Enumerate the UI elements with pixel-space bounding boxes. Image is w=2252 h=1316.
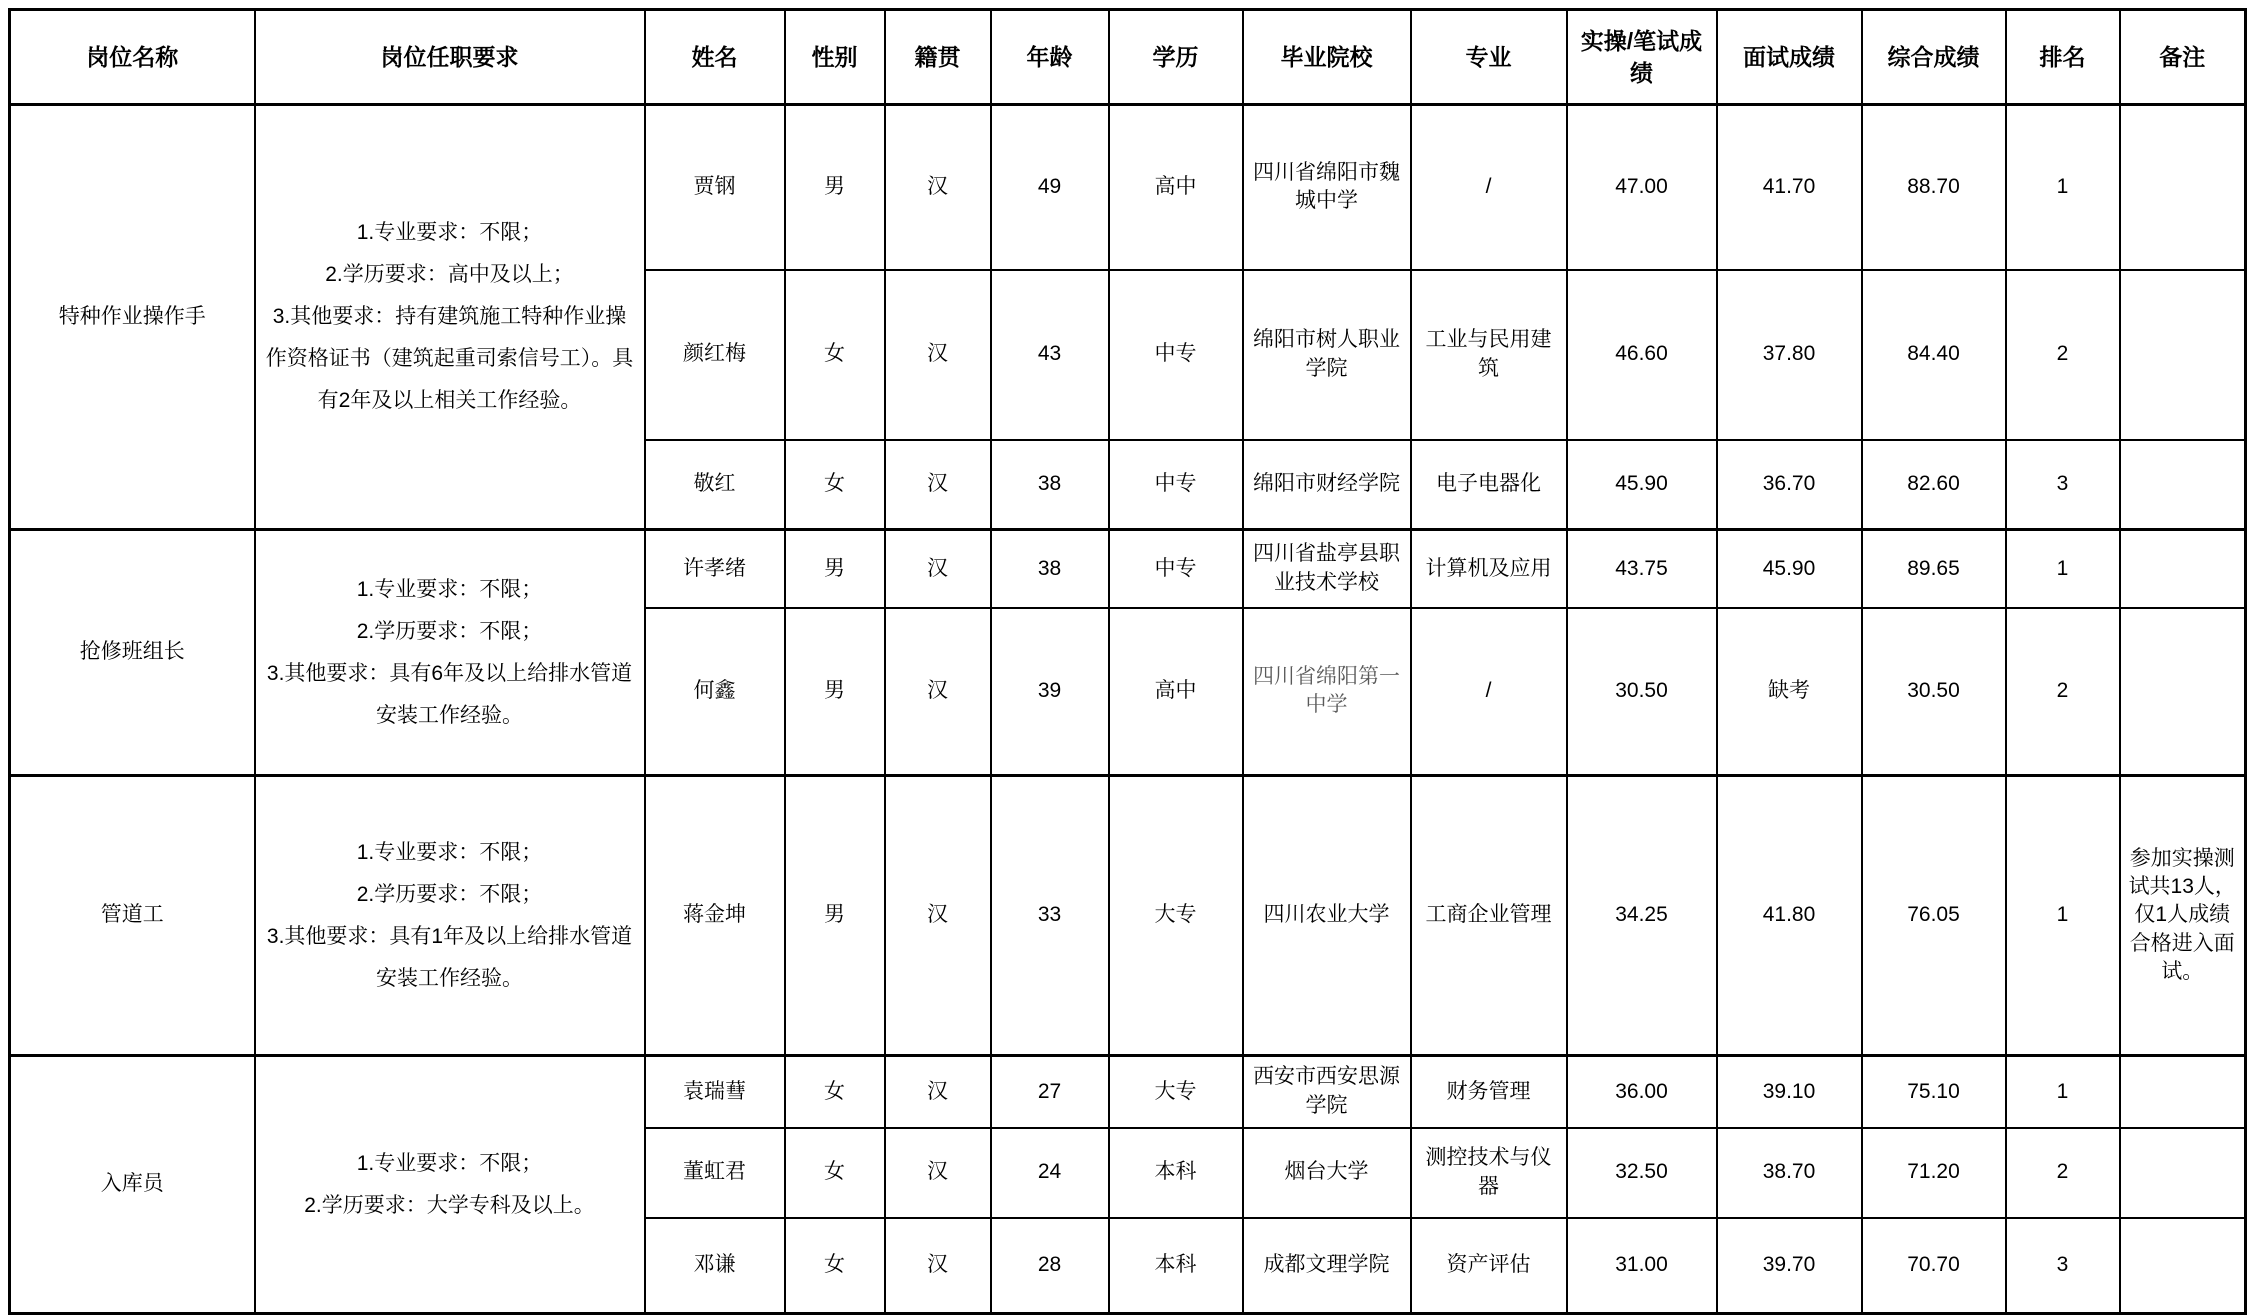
cell-requirements [255,1056,645,1314]
cell-overall-score: 88.70 [1862,105,2006,270]
cell-major: / [1411,608,1567,776]
cell-age: 49 [991,105,1109,270]
table-row [10,1056,2246,1128]
col-header-gender: 性别 [785,10,885,105]
requirement-line: 1.专业要求：不限； [356,840,543,864]
cell-position: 管道工 [10,776,255,1056]
col-header-rank: 排名 [2006,10,2120,105]
cell-school: 烟台大学 [1243,1128,1411,1218]
col-header-school: 毕业院校 [1243,10,1411,105]
cell-overall-score: 84.40 [1862,270,2006,440]
cell-gender: 男 [785,608,885,776]
cell-ethnicity: 汉 [885,105,991,270]
cell-requirements [255,530,645,776]
cell-practical-written-score: 43.75 [1567,530,1717,608]
cell-overall-score: 71.20 [1862,1128,2006,1218]
cell-remark [2120,608,2246,776]
cell-remark [2120,530,2246,608]
requirement-line: 3.其他要求：具有1年及以上给排水管道安装工作经验。 [266,924,633,990]
cell-practical-written-score: 34.25 [1567,776,1717,1056]
cell-age: 27 [991,1056,1109,1128]
cell-remark: 参加实操测试共13人，仅1人成绩合格进入面试。 [2120,776,2246,1056]
cell-school: 绵阳市财经学院 [1243,440,1411,530]
cell-education: 高中 [1109,105,1243,270]
cell-rank: 3 [2006,440,2120,530]
cell-rank: 1 [2006,1056,2120,1128]
requirement-line: 2.学历要求：大学专科及以上。 [304,1193,595,1217]
cell-remark [2120,105,2246,270]
requirement-line: 1.专业要求：不限； [356,577,543,601]
col-header-practical-written-score: 实操/笔试成绩 [1567,10,1717,105]
cell-interview-score: 37.80 [1717,270,1862,440]
cell-ethnicity: 汉 [885,440,991,530]
requirement-line: 3.其他要求：持有建筑施工特种作业操作资格证书（建筑起重司索信号工）。具有2年及以上相关工作经验。 [265,305,634,412]
cell-education: 高中 [1109,608,1243,776]
cell-overall-score: 89.65 [1862,530,2006,608]
cell-remark [2120,270,2246,440]
cell-name: 董虹君 [645,1128,785,1218]
cell-education: 本科 [1109,1128,1243,1218]
cell-overall-score: 76.05 [1862,776,2006,1056]
requirement-line: 1.专业要求：不限； [356,1151,543,1175]
cell-name: 何鑫 [645,608,785,776]
cell-age: 28 [991,1218,1109,1314]
cell-major: 计算机及应用 [1411,530,1567,608]
cell-interview-score: 36.70 [1717,440,1862,530]
cell-education: 大专 [1109,776,1243,1056]
cell-major: 工商企业管理 [1411,776,1567,1056]
cell-ethnicity: 汉 [885,1056,991,1128]
cell-practical-written-score: 32.50 [1567,1128,1717,1218]
cell-gender: 男 [785,105,885,270]
cell-age: 38 [991,530,1109,608]
cell-education: 本科 [1109,1218,1243,1314]
requirement-line: 2.学历要求：不限； [356,619,543,643]
table-row [10,530,2246,608]
cell-age: 24 [991,1128,1109,1218]
col-header-overall-score: 综合成绩 [1862,10,2006,105]
cell-school: 成都文理学院 [1243,1218,1411,1314]
cell-age: 39 [991,608,1109,776]
cell-name: 颜红梅 [645,270,785,440]
cell-practical-written-score: 45.90 [1567,440,1717,530]
cell-ethnicity: 汉 [885,776,991,1056]
cell-name: 蒋金坤 [645,776,785,1056]
cell-overall-score: 82.60 [1862,440,2006,530]
cell-school: 四川省绵阳第一中学 [1243,608,1411,776]
requirement-line: 2.学历要求：不限； [356,882,543,906]
cell-major: 测控技术与仪器 [1411,1128,1567,1218]
cell-name: 许孝绪 [645,530,785,608]
cell-interview-score: 38.70 [1717,1128,1862,1218]
cell-rank: 2 [2006,270,2120,440]
cell-remark [2120,1056,2246,1128]
cell-remark [2120,1218,2246,1314]
cell-position: 抢修班组长 [10,530,255,776]
table-row [10,105,2246,270]
cell-gender: 女 [785,440,885,530]
col-header-remark: 备注 [2120,10,2246,105]
cell-practical-written-score: 36.00 [1567,1056,1717,1128]
col-header-requirements: 岗位任职要求 [255,10,645,105]
col-header-interview-score: 面试成绩 [1717,10,1862,105]
cell-rank: 1 [2006,105,2120,270]
cell-school: 四川农业大学 [1243,776,1411,1056]
cell-age: 43 [991,270,1109,440]
cell-gender: 女 [785,1218,885,1314]
cell-interview-score: 39.10 [1717,1056,1862,1128]
cell-major: 资产评估 [1411,1218,1567,1314]
requirement-line: 1.专业要求：不限； [356,221,543,244]
cell-rank: 3 [2006,1218,2120,1314]
cell-education: 中专 [1109,270,1243,440]
table-row [10,776,2246,1056]
cell-overall-score: 70.70 [1862,1218,2006,1314]
col-header-education: 学历 [1109,10,1243,105]
cell-overall-score: 30.50 [1862,608,2006,776]
cell-overall-score: 75.10 [1862,1056,2006,1128]
cell-ethnicity: 汉 [885,270,991,440]
cell-remark [2120,440,2246,530]
cell-rank: 2 [2006,1128,2120,1218]
cell-ethnicity: 汉 [885,1218,991,1314]
cell-practical-written-score: 47.00 [1567,105,1717,270]
cell-school: 西安市西安思源学院 [1243,1056,1411,1128]
cell-gender: 男 [785,530,885,608]
cell-school: 四川省绵阳市魏城中学 [1243,105,1411,270]
recruitment-results-table [8,8,2247,1315]
requirement-line: 3.其他要求：具有6年及以上给排水管道安装工作经验。 [266,661,633,727]
col-header-name: 姓名 [645,10,785,105]
header-row [10,10,2246,105]
cell-major: 电子电器化 [1411,440,1567,530]
cell-school: 绵阳市树人职业学院 [1243,270,1411,440]
cell-major: 财务管理 [1411,1056,1567,1128]
cell-practical-written-score: 31.00 [1567,1218,1717,1314]
cell-interview-score: 45.90 [1717,530,1862,608]
cell-interview-score: 41.70 [1717,105,1862,270]
cell-ethnicity: 汉 [885,1128,991,1218]
cell-requirements [255,105,645,530]
cell-school: 四川省盐亭县职业技术学校 [1243,530,1411,608]
cell-name: 袁瑞蔧 [645,1056,785,1128]
cell-ethnicity: 汉 [885,530,991,608]
col-header-age: 年龄 [991,10,1109,105]
cell-ethnicity: 汉 [885,608,991,776]
cell-education: 中专 [1109,530,1243,608]
requirement-line: 2.学历要求：高中及以上； [325,263,574,286]
cell-name: 贾钢 [645,105,785,270]
cell-major: / [1411,105,1567,270]
cell-major: 工业与民用建筑 [1411,270,1567,440]
cell-education: 大专 [1109,1056,1243,1128]
col-header-position: 岗位名称 [10,10,255,105]
col-header-ethnicity: 籍贯 [885,10,991,105]
cell-name: 敬红 [645,440,785,530]
cell-gender: 女 [785,1056,885,1128]
cell-interview-score: 39.70 [1717,1218,1862,1314]
cell-name: 邓谦 [645,1218,785,1314]
cell-rank: 1 [2006,530,2120,608]
cell-requirements [255,776,645,1056]
cell-age: 33 [991,776,1109,1056]
cell-position: 特种作业操作手 [10,105,255,530]
cell-rank: 1 [2006,776,2120,1056]
cell-gender: 女 [785,270,885,440]
cell-practical-written-score: 46.60 [1567,270,1717,440]
cell-position: 入库员 [10,1056,255,1314]
cell-remark [2120,1128,2246,1218]
cell-age: 38 [991,440,1109,530]
cell-gender: 女 [785,1128,885,1218]
cell-interview-score: 缺考 [1717,608,1862,776]
cell-rank: 2 [2006,608,2120,776]
cell-education: 中专 [1109,440,1243,530]
col-header-major: 专业 [1411,10,1567,105]
cell-gender: 男 [785,776,885,1056]
cell-interview-score: 41.80 [1717,776,1862,1056]
cell-practical-written-score: 30.50 [1567,608,1717,776]
